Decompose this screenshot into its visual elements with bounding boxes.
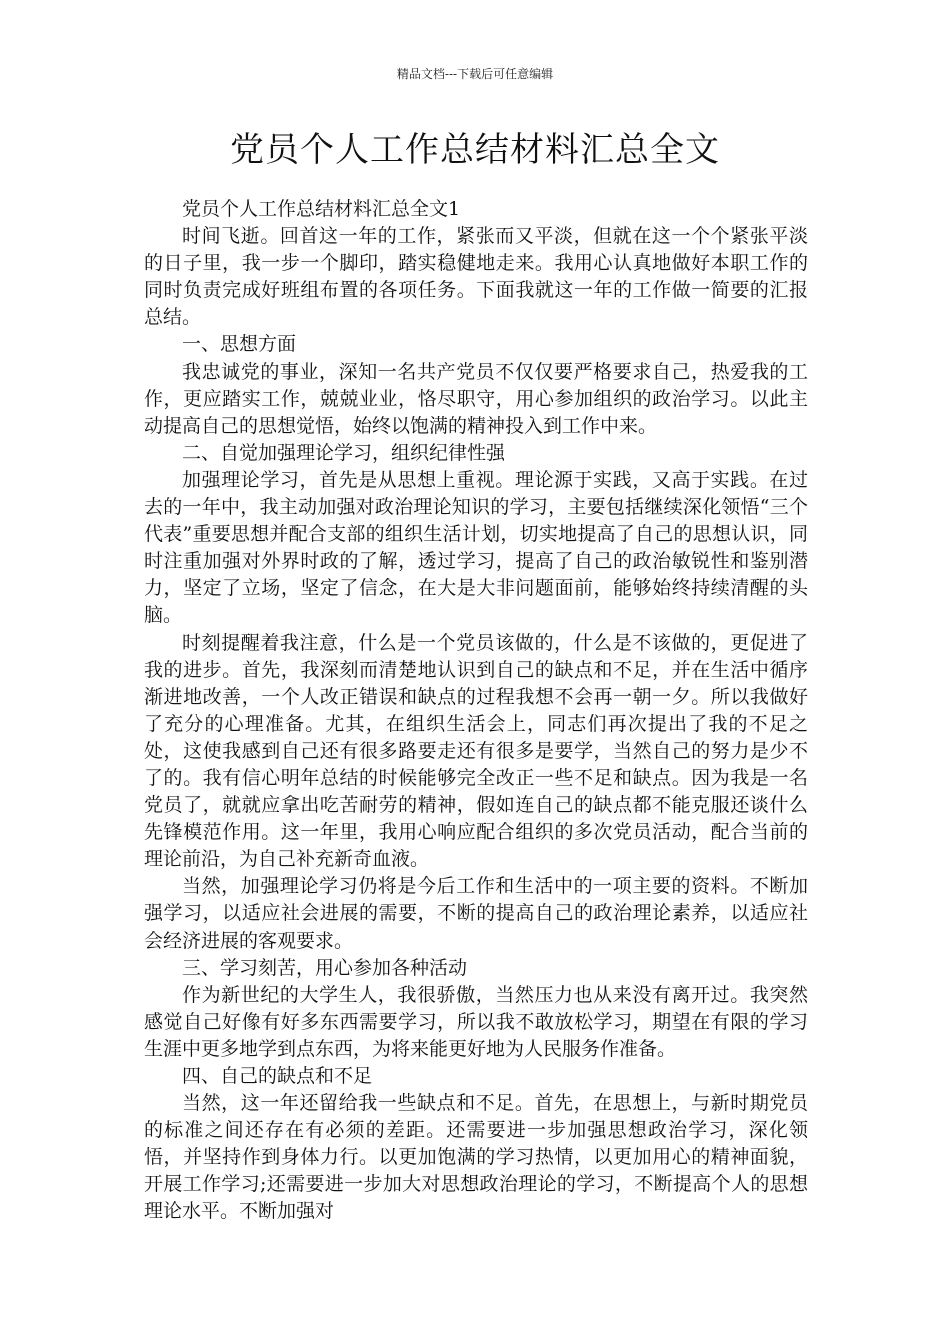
document-body — [144, 196, 808, 1226]
page-header-note: 精品文档---下载后可任意编辑 — [396, 67, 554, 81]
subheading-shortcomings: 四、自己的缺点和不足 — [182, 1065, 373, 1087]
subheading-study: 三、学习刻苦，用心参加各种活动 — [182, 956, 468, 979]
paragraph-future-study: 当然，加强理论学习仍将是今后工作和生活中的一项主要的资料。不断加强学习，以适应社会进展的需要，不断的提高自己的政治理论素养，以适应社会经济进展的客观要求。 — [144, 875, 808, 952]
document-title: 党员个人工作总结材料汇总全文 — [230, 130, 720, 170]
paragraph-intro: 时间飞逝。回首这一年的工作，紧张而又平淡，但就在这一个个紧张平淡的日子里，我一步一个脚印，踏实稳健地走来。我用心认真地做好本职工作的同时负责完成好班组布置的各项任务。下面我就这一年的工作做一简要的汇报总结。 — [144, 225, 808, 329]
subheading-theory: 二、自觉加强理论学习，组织纪律性强 — [182, 441, 506, 464]
paragraph-shortcomings: 当然，这一年还留给我一些缺点和不足。首先，在思想上，与新时期党员的标准之间还存在有必须的差距。还需要进一步加强思想政治学习，深化领悟，并坚持作到身体力行。以更加饱满的学习热情，以更加用心的精神面貌，开展工作学习;还需要进一步加大对思想政治理论的学习，不断提高个人的思想理论水平。不断加强对 — [144, 1092, 808, 1223]
paragraph-thought: 我忠诚党的事业，深知一名共产党员不仅仅要严格要求自己，热爱我的工作，更应踏实工作，兢兢业业，恪尽职守，用心参加组织的政治学习。以此主动提高自己的思想觉悟，始终以饱满的精神投入到工作中来。 — [144, 360, 808, 437]
paragraph-study: 作为新世纪的大学生人，我很骄傲，当然压力也从来没有离开过。我突然感觉自己好像有好多东西需要学习，所以我不敢放松学习，期望在有限的学习生涯中更多地学到点东西，为将来能更好地为人民服务作准备。 — [144, 983, 808, 1060]
paragraph-reminder: 时刻提醒着我注意，什么是一个党员该做的，什么是不该做的，更促进了我的进步。首先，我深刻而清楚地认识到自己的缺点和不足，并在生活中循序渐进地改善，一个人改正错误和缺点的过程我想不会再一朝一夕。所以我做好了充分的心理准备。尤其，在组织生活会上，同志们再次提出了我的不足之处，这使我感到自己还有很多路要走还有很多是要学，当然自己的努力是少不了的。我有信心明年总结的时候能够完全改正一些不足和缺点。因为我是一名党员了，就就应拿出吃苦耐劳的精神，假如连自己的缺点都不能克服还谈什么先锋模范作用。这一年里，我用心响应配合组织的多次党员活动，配合当前的理论前沿，为自己补充新奇血液。 — [144, 631, 808, 871]
section-heading-1: 党员个人工作总结材料汇总全文1 — [182, 198, 461, 220]
subheading-thought: 一、思想方面 — [182, 333, 297, 356]
paragraph-theory: 加强理论学习，首先是从思想上重视。理论源于实践，又高于实践。在过去的一年中，我主动加强对政治理论知识的学习，主要包括继续深化领悟“三个代表”重要思想并配合支部的组织生活计划，切实地提高了自己的思想认识，同时注重加强对外界时政的了解，透过学习，提高了自己的政治敏锐性和鉴别潜力，坚定了立场，坚定了信念，在大是大非问题面前，能够始终持续清醒的头脑。 — [144, 468, 808, 627]
